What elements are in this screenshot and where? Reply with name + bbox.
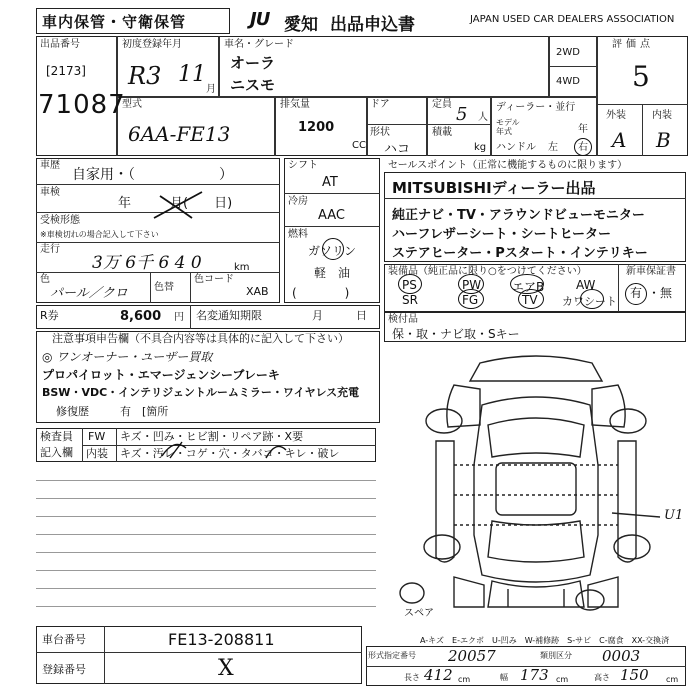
repair-history-value: 有 [箇所	[120, 405, 169, 418]
association-name: JAPAN USED CAR DEALERS ASSOCIATION	[470, 14, 675, 25]
form-title: 出品申込書	[330, 15, 415, 35]
damage-mark-u1: U1	[664, 508, 684, 523]
ju-logo: JU	[250, 9, 270, 30]
notes-line-2: プロパイロット・エマージェンシーブレーキ	[42, 368, 280, 382]
height: 150	[620, 666, 649, 684]
listing-number-label: 出品番号	[40, 39, 80, 50]
equip-airbag: エアB	[512, 280, 545, 294]
selling-point-3: ハーフレザーシート・シートヒーター	[392, 227, 612, 242]
fuel-gasoline-circle	[322, 238, 344, 260]
fuel-other: ( )	[292, 286, 350, 300]
class-value: 0003	[602, 647, 641, 665]
model-code: 6AA-FE13	[128, 122, 231, 146]
class-label: 類別区分	[540, 651, 572, 660]
person-unit: 人	[478, 112, 488, 123]
score-value: 5	[632, 60, 650, 93]
color-code: XAB	[246, 285, 269, 298]
drive-4wd: 4WD	[556, 76, 580, 87]
chassis-label: 車台番号	[42, 633, 86, 646]
storage-label: 車内保管・守衛保管	[42, 13, 187, 31]
color-change-label: 色替	[154, 282, 174, 293]
selling-points-label: セールスポイント（正常に機能するものに限ります）	[388, 160, 628, 171]
equip-aw: AW	[576, 278, 596, 292]
inspector-fw-text: キズ・凹み・ヒビ割・リペア跡・X要	[120, 430, 304, 443]
capacity: 5	[456, 104, 468, 125]
shape: ハコ	[384, 142, 411, 157]
fuel-label: 燃料	[288, 229, 308, 240]
color-value: パール／クロ	[50, 286, 128, 301]
selling-point-4: ステアヒーター・Pスタート・インテリキー	[392, 246, 648, 261]
recycle-yen: 円	[174, 312, 184, 323]
interior-label: 内装	[652, 110, 672, 121]
form-number: 20057	[448, 647, 496, 665]
width: 173	[520, 666, 549, 684]
equipment-label: 装備品（純正品に限り○をつけてください）	[388, 266, 587, 277]
handle-label: ハンドル	[496, 142, 536, 153]
recycle-amount: 8,600	[120, 309, 162, 324]
check-items-value: 保・取・ナビ取・Sキー	[392, 327, 520, 341]
drive-2wd: 2WD	[556, 47, 580, 58]
warranty-no: ・無	[648, 286, 673, 300]
inspector-fw-label: FW	[88, 430, 106, 443]
selling-point-1: MITSUBISHIディーラー出品	[392, 179, 596, 197]
equip-seat: カワシート	[562, 295, 617, 308]
reg-year-label: 初度登録年月	[122, 39, 182, 50]
shift-value: AT	[322, 175, 338, 190]
handle-left: 左	[548, 142, 558, 153]
displacement-label: 排気量	[280, 99, 310, 110]
inspection-scribble	[150, 188, 210, 222]
notes-line-3: BSW・VDC・インテリジェントルームミラー・ワイヤレス充電	[42, 386, 360, 399]
car-damage-diagram	[384, 345, 688, 645]
registration-label: 登録番号	[42, 663, 86, 676]
damage-legend: A-キズ E-エクボ U-凹み W-補修跡 S-サビ C-腐食 XX-交換済	[420, 636, 670, 645]
org-name: 愛知	[284, 15, 318, 35]
year-unit: 年	[578, 124, 588, 135]
handle-right-circle	[574, 138, 592, 156]
exterior-label: 外装	[606, 110, 626, 121]
spare-label: スペア	[404, 608, 434, 619]
notes-label: 注意事項申告欄（不具合内容等は具体的に記入して下さい）	[52, 332, 349, 345]
reg-month: 11	[178, 62, 206, 87]
inspector-int-text: キズ・汚レ・コゲ・穴・タバコ・キレ・破レ	[120, 447, 340, 460]
inspector-label-2: 記入欄	[40, 446, 73, 459]
warranty-label: 新車保証書	[626, 266, 676, 277]
equip-seat-circle	[580, 289, 604, 309]
handle-right: 右	[578, 142, 588, 153]
repair-history-label: 修復歴	[56, 405, 89, 418]
mileage-value: 3万 6千 6 4 0	[92, 253, 202, 273]
inspector-marks	[156, 428, 296, 464]
check-items-label: 検付品	[388, 314, 418, 325]
reg-year: R3	[128, 62, 162, 90]
car-name-label: 車名・グレード	[224, 39, 294, 50]
cargo-label: 積載	[432, 127, 452, 138]
mileage-label: 走行	[40, 244, 60, 255]
height-label: 高さ	[594, 673, 610, 682]
equip-pw: PW	[462, 278, 482, 292]
inspection-value: 年 月( 日)	[118, 196, 233, 211]
inspection-label: 車検	[40, 187, 60, 198]
inspection-type-label: 受検形態	[40, 215, 80, 226]
chassis-number: FE13-208811	[168, 630, 275, 649]
length-cm: cm	[458, 675, 471, 684]
fuel-gasoline: ガソリン	[308, 244, 357, 258]
width-label: 幅	[500, 673, 508, 682]
length: 412	[424, 666, 453, 684]
warranty-yes: 有	[630, 286, 643, 300]
model-year-label: モデル年式	[496, 118, 520, 136]
equip-fg-circle	[458, 289, 484, 309]
inspection-type-note: ※車検切れの場合記入して下さい	[40, 230, 159, 239]
registration-value: X	[218, 656, 234, 681]
cc-unit: CC	[352, 140, 366, 151]
dealer-label: ディーラー・並行	[496, 102, 576, 113]
height-cm: cm	[666, 675, 679, 684]
color-label: 色	[40, 274, 50, 285]
kg-unit: kg	[474, 142, 487, 153]
equip-fg: FG	[462, 293, 479, 307]
notes-line-1: ◎ ワンオーナー・ユーザー買取	[42, 350, 213, 364]
equip-ps: PS	[402, 278, 417, 292]
model-label: 型式	[122, 99, 142, 110]
history-value: 自家用・（ ）	[72, 167, 233, 183]
equip-sr: SR	[402, 293, 418, 307]
score-label: 評価点	[612, 39, 654, 50]
shape-label: 形状	[370, 127, 390, 138]
car-name: オーラ	[230, 54, 276, 72]
capacity-label: 定員	[432, 99, 452, 110]
equip-ps-circle	[398, 274, 422, 294]
warranty-yes-circle	[625, 283, 647, 305]
width-cm: cm	[556, 675, 569, 684]
listing-number: 71087	[38, 90, 126, 120]
selling-point-2: 純正ナビ・TV・アラウンドビューモニター	[392, 208, 645, 223]
transfer-label: 名変通知期限	[196, 309, 262, 322]
fuel-diesel: 軽 油	[314, 266, 351, 280]
color-code-label: 色コード	[194, 274, 234, 285]
door-label: ドア	[370, 99, 390, 110]
transfer-value: 月 日	[312, 309, 367, 322]
shift-label: シフト	[288, 160, 318, 171]
interior-grade: B	[656, 128, 671, 152]
exterior-grade: A	[612, 128, 627, 152]
cooling-value: AAC	[318, 208, 345, 223]
car-grade: ニスモ	[230, 76, 276, 94]
inspector-int-label: 内装	[86, 447, 108, 460]
form-number-label: 形式指定番号	[368, 651, 416, 660]
length-label: 長さ	[404, 673, 420, 682]
equip-tv: TV	[522, 293, 538, 307]
mileage-km: km	[234, 262, 250, 273]
inspector-label-1: 検査員	[40, 430, 73, 443]
equip-tv-circle	[518, 289, 544, 309]
history-label: 車歴	[40, 160, 60, 171]
displacement: 1200	[298, 120, 335, 135]
recycle-label: R券	[40, 309, 59, 322]
month-unit: 月	[206, 84, 216, 95]
cooling-label: 冷房	[288, 196, 308, 207]
listing-sub-number: [2173]	[46, 64, 86, 78]
